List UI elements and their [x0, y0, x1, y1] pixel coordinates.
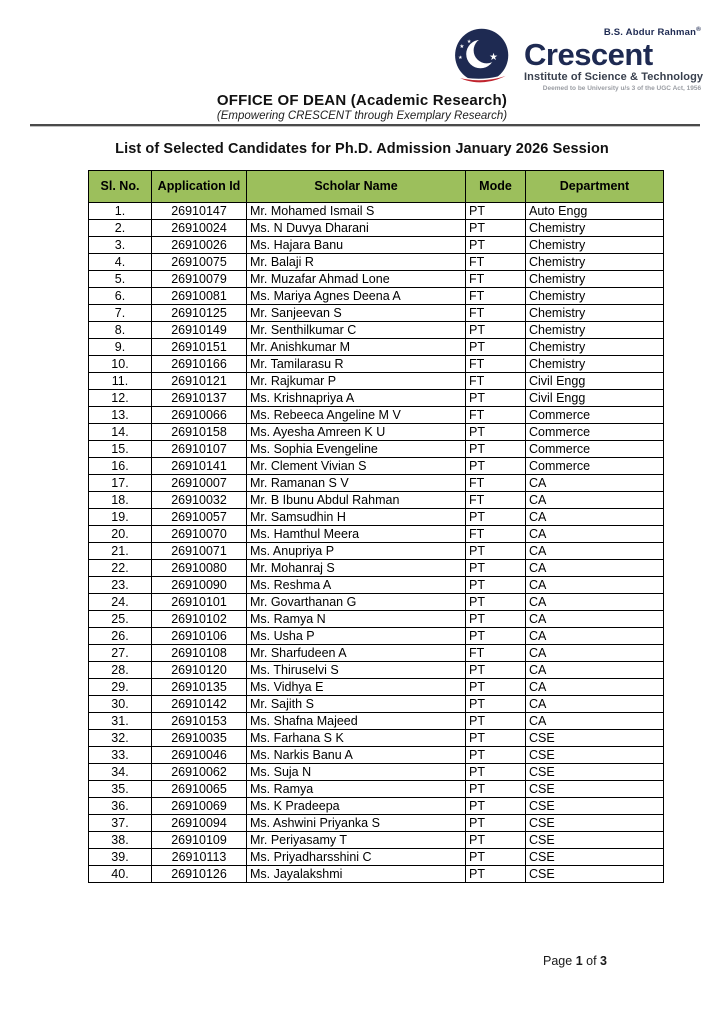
cell-sl-no: 30.: [89, 696, 152, 713]
cell-mode: FT: [466, 271, 526, 288]
cell-mode: PT: [466, 849, 526, 866]
cell-mode: FT: [466, 492, 526, 509]
cell-sl-no: 39.: [89, 849, 152, 866]
cell-mode: PT: [466, 560, 526, 577]
cell-mode: FT: [466, 305, 526, 322]
cell-mode: PT: [466, 458, 526, 475]
cell-application-id: 26910151: [152, 339, 247, 356]
cell-department: Commerce: [526, 424, 664, 441]
column-header-scholar-name: Scholar Name: [247, 171, 466, 203]
cell-sl-no: 10.: [89, 356, 152, 373]
cell-application-id: 26910032: [152, 492, 247, 509]
table-row: [89, 577, 664, 594]
cell-scholar-name: Mr. Senthilkumar C: [247, 322, 466, 339]
cell-application-id: 26910024: [152, 220, 247, 237]
cell-scholar-name: Mr. Tamilarasu R: [247, 356, 466, 373]
cell-scholar-name: Mr. Periyasamy T: [247, 832, 466, 849]
cell-application-id: 26910153: [152, 713, 247, 730]
office-motto: (Empowering CRESCENT through Exemplary Research): [216, 110, 508, 122]
cell-scholar-name: Ms. Ayesha Amreen K U: [247, 424, 466, 441]
cell-mode: PT: [466, 509, 526, 526]
cell-scholar-name: Mr. Mohamed Ismail S: [247, 203, 466, 220]
cell-department: CA: [526, 509, 664, 526]
cell-application-id: 26910101: [152, 594, 247, 611]
cell-scholar-name: Mr. Balaji R: [247, 254, 466, 271]
cell-sl-no: 15.: [89, 441, 152, 458]
cell-mode: PT: [466, 220, 526, 237]
cell-department: Commerce: [526, 407, 664, 424]
cell-mode: PT: [466, 696, 526, 713]
cell-scholar-name: Ms. Ramya: [247, 781, 466, 798]
cell-application-id: 26910147: [152, 203, 247, 220]
cell-scholar-name: Mr. Govarthanan G: [247, 594, 466, 611]
cell-department: CA: [526, 543, 664, 560]
cell-application-id: 26910149: [152, 322, 247, 339]
cell-sl-no: 29.: [89, 679, 152, 696]
cell-scholar-name: Ms. Usha P: [247, 628, 466, 645]
cell-application-id: 26910081: [152, 288, 247, 305]
cell-department: Auto Engg: [526, 203, 664, 220]
cell-scholar-name: Ms. K Pradeepa: [247, 798, 466, 815]
cell-department: CSE: [526, 764, 664, 781]
svg-text:★: ★: [458, 55, 463, 61]
cell-application-id: 26910065: [152, 781, 247, 798]
cell-mode: FT: [466, 356, 526, 373]
cell-scholar-name: Mr. Samsudhin H: [247, 509, 466, 526]
cell-scholar-name: Ms. Priyadharsshini C: [247, 849, 466, 866]
candidates-table: [88, 170, 664, 883]
cell-scholar-name: Ms. Hajara Banu: [247, 237, 466, 254]
table-row: [89, 645, 664, 662]
cell-mode: PT: [466, 781, 526, 798]
table-row: [89, 237, 664, 254]
cell-application-id: 26910102: [152, 611, 247, 628]
table-row: [89, 526, 664, 543]
svg-text:★: ★: [466, 38, 472, 45]
header-row: [89, 171, 664, 203]
column-header-mode: Mode: [466, 171, 526, 203]
cell-department: CSE: [526, 849, 664, 866]
cell-sl-no: 7.: [89, 305, 152, 322]
cell-sl-no: 2.: [89, 220, 152, 237]
table-row: [89, 407, 664, 424]
cell-department: Commerce: [526, 441, 664, 458]
cell-application-id: 26910094: [152, 815, 247, 832]
table-row: [89, 662, 664, 679]
cell-application-id: 26910090: [152, 577, 247, 594]
cell-mode: PT: [466, 679, 526, 696]
column-header-sl-no: Sl. No.: [89, 171, 152, 203]
cell-mode: PT: [466, 237, 526, 254]
page-number: 1: [575, 954, 583, 968]
cell-mode: PT: [466, 577, 526, 594]
total-pages: 3: [600, 954, 607, 968]
table-row: [89, 271, 664, 288]
table-row: [89, 713, 664, 730]
svg-text:★: ★: [466, 52, 471, 58]
cell-sl-no: 26.: [89, 628, 152, 645]
cell-mode: PT: [466, 764, 526, 781]
cell-scholar-name: Mr. Sanjeevan S: [247, 305, 466, 322]
cell-mode: FT: [466, 475, 526, 492]
table-row: [89, 815, 664, 832]
cell-scholar-name: Mr. Mohanraj S: [247, 560, 466, 577]
cell-department: CA: [526, 560, 664, 577]
crescent-moon-logo-icon: [452, 26, 520, 92]
cell-scholar-name: Ms. Farhana S K: [247, 730, 466, 747]
cell-mode: PT: [466, 628, 526, 645]
cell-mode: PT: [466, 798, 526, 815]
svg-text:★: ★: [459, 43, 465, 50]
institute-logo: [452, 26, 703, 92]
cell-department: CA: [526, 475, 664, 492]
cell-department: Chemistry: [526, 322, 664, 339]
cell-application-id: 26910125: [152, 305, 247, 322]
cell-scholar-name: Ms. Hamthul Meera: [247, 526, 466, 543]
page-number-footer: [543, 954, 607, 968]
cell-scholar-name: Ms. Shafna Majeed: [247, 713, 466, 730]
table-row: [89, 764, 664, 781]
cell-scholar-name: Ms. Ramya N: [247, 611, 466, 628]
cell-sl-no: 17.: [89, 475, 152, 492]
cell-sl-no: 24.: [89, 594, 152, 611]
cell-sl-no: 14.: [89, 424, 152, 441]
cell-department: CA: [526, 679, 664, 696]
office-heading: OFFICE OF DEAN (Academic Research): [216, 92, 508, 109]
page-label: Page: [543, 954, 573, 968]
cell-mode: PT: [466, 203, 526, 220]
registered-mark: ®: [696, 26, 702, 33]
cell-application-id: 26910158: [152, 424, 247, 441]
cell-application-id: 26910106: [152, 628, 247, 645]
cell-application-id: 26910108: [152, 645, 247, 662]
svg-text:★: ★: [489, 52, 498, 64]
cell-department: CA: [526, 662, 664, 679]
cell-department: CA: [526, 696, 664, 713]
cell-application-id: 26910141: [152, 458, 247, 475]
cell-sl-no: 16.: [89, 458, 152, 475]
table-row: [89, 594, 664, 611]
cell-mode: PT: [466, 339, 526, 356]
column-header-application-id: Application Id: [152, 171, 247, 203]
cell-sl-no: 33.: [89, 747, 152, 764]
cell-department: Chemistry: [526, 220, 664, 237]
table-row: [89, 730, 664, 747]
cell-sl-no: 38.: [89, 832, 152, 849]
cell-sl-no: 12.: [89, 390, 152, 407]
cell-mode: PT: [466, 441, 526, 458]
cell-scholar-name: Mr. Rajkumar P: [247, 373, 466, 390]
cell-application-id: 26910079: [152, 271, 247, 288]
table-row: [89, 560, 664, 577]
page-title: List of Selected Candidates for Ph.D. Admission January 2026 Session: [115, 141, 609, 157]
cell-mode: FT: [466, 254, 526, 271]
cell-department: Chemistry: [526, 237, 664, 254]
cell-application-id: 26910107: [152, 441, 247, 458]
cell-sl-no: 1.: [89, 203, 152, 220]
cell-department: Commerce: [526, 458, 664, 475]
candidates-table-body: [89, 203, 664, 883]
table-row: [89, 832, 664, 849]
cell-mode: PT: [466, 815, 526, 832]
brand-tagline: Deemed to be University u/s 3 of the UGC Act, 1956: [542, 85, 702, 93]
cell-application-id: 26910070: [152, 526, 247, 543]
cell-sl-no: 4.: [89, 254, 152, 271]
cell-sl-no: 5.: [89, 271, 152, 288]
cell-department: CA: [526, 628, 664, 645]
cell-department: CA: [526, 713, 664, 730]
cell-scholar-name: Ms. Sophia Evengeline: [247, 441, 466, 458]
cell-sl-no: 6.: [89, 288, 152, 305]
cell-scholar-name: Ms. Krishnapriya A: [247, 390, 466, 407]
cell-scholar-name: Ms. N Duvya Dharani: [247, 220, 466, 237]
cell-department: Chemistry: [526, 305, 664, 322]
cell-scholar-name: Ms. Jayalakshmi: [247, 866, 466, 883]
cell-sl-no: 22.: [89, 560, 152, 577]
table-row: [89, 679, 664, 696]
cell-scholar-name: Ms. Anupriya P: [247, 543, 466, 560]
cell-department: Civil Engg: [526, 390, 664, 407]
cell-mode: PT: [466, 424, 526, 441]
cell-scholar-name: Ms. Thiruselvi S: [247, 662, 466, 679]
cell-application-id: 26910066: [152, 407, 247, 424]
cell-application-id: 26910071: [152, 543, 247, 560]
cell-mode: PT: [466, 322, 526, 339]
cell-application-id: 26910057: [152, 509, 247, 526]
table-row: [89, 611, 664, 628]
cell-sl-no: 11.: [89, 373, 152, 390]
cell-department: Chemistry: [526, 271, 664, 288]
cell-sl-no: 32.: [89, 730, 152, 747]
table-row: [89, 509, 664, 526]
cell-application-id: 26910062: [152, 764, 247, 781]
table-row: [89, 798, 664, 815]
cell-mode: PT: [466, 713, 526, 730]
table-row: [89, 781, 664, 798]
cell-department: CSE: [526, 815, 664, 832]
cell-scholar-name: Mr. Clement Vivian S: [247, 458, 466, 475]
cell-mode: FT: [466, 645, 526, 662]
cell-mode: PT: [466, 543, 526, 560]
cell-sl-no: 25.: [89, 611, 152, 628]
cell-department: CSE: [526, 730, 664, 747]
cell-department: CA: [526, 492, 664, 509]
of-label: of: [586, 954, 597, 968]
cell-department: CSE: [526, 866, 664, 883]
table-row: [89, 203, 664, 220]
table-row: [89, 339, 664, 356]
cell-scholar-name: Mr. B Ibunu Abdul Rahman: [247, 492, 466, 509]
table-row: [89, 747, 664, 764]
cell-department: CA: [526, 577, 664, 594]
cell-application-id: 26910135: [152, 679, 247, 696]
cell-application-id: 26910121: [152, 373, 247, 390]
cell-mode: PT: [466, 390, 526, 407]
cell-mode: FT: [466, 407, 526, 424]
cell-application-id: 26910113: [152, 849, 247, 866]
cell-application-id: 26910109: [152, 832, 247, 849]
brand-founder-text: B.S. Abdur Rahman: [603, 27, 697, 39]
cell-department: CA: [526, 645, 664, 662]
table-row: [89, 475, 664, 492]
cell-mode: PT: [466, 747, 526, 764]
table-row: [89, 288, 664, 305]
cell-sl-no: 27.: [89, 645, 152, 662]
table-row: [89, 628, 664, 645]
cell-sl-no: 18.: [89, 492, 152, 509]
table-row: [89, 696, 664, 713]
cell-sl-no: 20.: [89, 526, 152, 543]
cell-scholar-name: Ms. Reshma A: [247, 577, 466, 594]
cell-scholar-name: Ms. Ashwini Priyanka S: [247, 815, 466, 832]
cell-scholar-name: Ms. Rebeeca Angeline M V: [247, 407, 466, 424]
cell-application-id: 26910035: [152, 730, 247, 747]
cell-department: Chemistry: [526, 254, 664, 271]
table-row: [89, 543, 664, 560]
cell-sl-no: 9.: [89, 339, 152, 356]
column-header-department: Department: [526, 171, 664, 203]
cell-scholar-name: Ms. Mariya Agnes Deena A: [247, 288, 466, 305]
cell-scholar-name: Mr. Sajith S: [247, 696, 466, 713]
table-row: [89, 424, 664, 441]
cell-department: CSE: [526, 747, 664, 764]
table-row: [89, 390, 664, 407]
table-row: [89, 458, 664, 475]
cell-sl-no: 37.: [89, 815, 152, 832]
cell-application-id: 26910046: [152, 747, 247, 764]
cell-application-id: 26910142: [152, 696, 247, 713]
cell-sl-no: 19.: [89, 509, 152, 526]
cell-scholar-name: Mr. Muzafar Ahmad Lone: [247, 271, 466, 288]
table-row: [89, 373, 664, 390]
cell-sl-no: 36.: [89, 798, 152, 815]
cell-sl-no: 8.: [89, 322, 152, 339]
cell-department: Chemistry: [526, 339, 664, 356]
table-row: [89, 254, 664, 271]
table-row: [89, 322, 664, 339]
cell-mode: PT: [466, 832, 526, 849]
table-row: [89, 866, 664, 883]
cell-application-id: 26910069: [152, 798, 247, 815]
brand-subtitle: Institute of Science & Technology: [524, 71, 704, 84]
cell-scholar-name: Mr. Sharfudeen A: [247, 645, 466, 662]
cell-sl-no: 40.: [89, 866, 152, 883]
cell-mode: PT: [466, 730, 526, 747]
candidates-table-header: [89, 171, 664, 203]
cell-sl-no: 34.: [89, 764, 152, 781]
cell-department: CSE: [526, 798, 664, 815]
cell-department: Chemistry: [526, 356, 664, 373]
cell-mode: FT: [466, 373, 526, 390]
table-row: [89, 492, 664, 509]
cell-scholar-name: Ms. Narkis Banu A: [247, 747, 466, 764]
table-row: [89, 441, 664, 458]
cell-department: CA: [526, 611, 664, 628]
brand-wordmark: Crescent: [524, 37, 653, 73]
cell-scholar-name: Ms. Suja N: [247, 764, 466, 781]
table-row: [89, 305, 664, 322]
cell-mode: FT: [466, 288, 526, 305]
cell-application-id: 26910120: [152, 662, 247, 679]
cell-application-id: 26910026: [152, 237, 247, 254]
cell-sl-no: 21.: [89, 543, 152, 560]
cell-scholar-name: Mr. Anishkumar M: [247, 339, 466, 356]
cell-scholar-name: Mr. Ramanan S V: [247, 475, 466, 492]
cell-mode: PT: [466, 662, 526, 679]
cell-department: CA: [526, 594, 664, 611]
cell-department: Chemistry: [526, 288, 664, 305]
cell-application-id: 26910007: [152, 475, 247, 492]
cell-sl-no: 35.: [89, 781, 152, 798]
cell-mode: FT: [466, 526, 526, 543]
cell-sl-no: 28.: [89, 662, 152, 679]
table-row: [89, 849, 664, 866]
cell-department: Civil Engg: [526, 373, 664, 390]
cell-mode: PT: [466, 594, 526, 611]
cell-mode: PT: [466, 866, 526, 883]
cell-sl-no: 3.: [89, 237, 152, 254]
cell-application-id: 26910126: [152, 866, 247, 883]
cell-sl-no: 23.: [89, 577, 152, 594]
cell-department: CSE: [526, 781, 664, 798]
cell-sl-no: 13.: [89, 407, 152, 424]
cell-application-id: 26910075: [152, 254, 247, 271]
table-row: [89, 356, 664, 373]
header-divider-rule: [30, 124, 700, 127]
cell-application-id: 26910166: [152, 356, 247, 373]
cell-application-id: 26910137: [152, 390, 247, 407]
cell-department: CA: [526, 526, 664, 543]
table-row: [89, 220, 664, 237]
cell-department: CSE: [526, 832, 664, 849]
cell-mode: PT: [466, 611, 526, 628]
logo-text-block: [524, 26, 703, 92]
cell-application-id: 26910080: [152, 560, 247, 577]
cell-scholar-name: Ms. Vidhya E: [247, 679, 466, 696]
cell-sl-no: 31.: [89, 713, 152, 730]
